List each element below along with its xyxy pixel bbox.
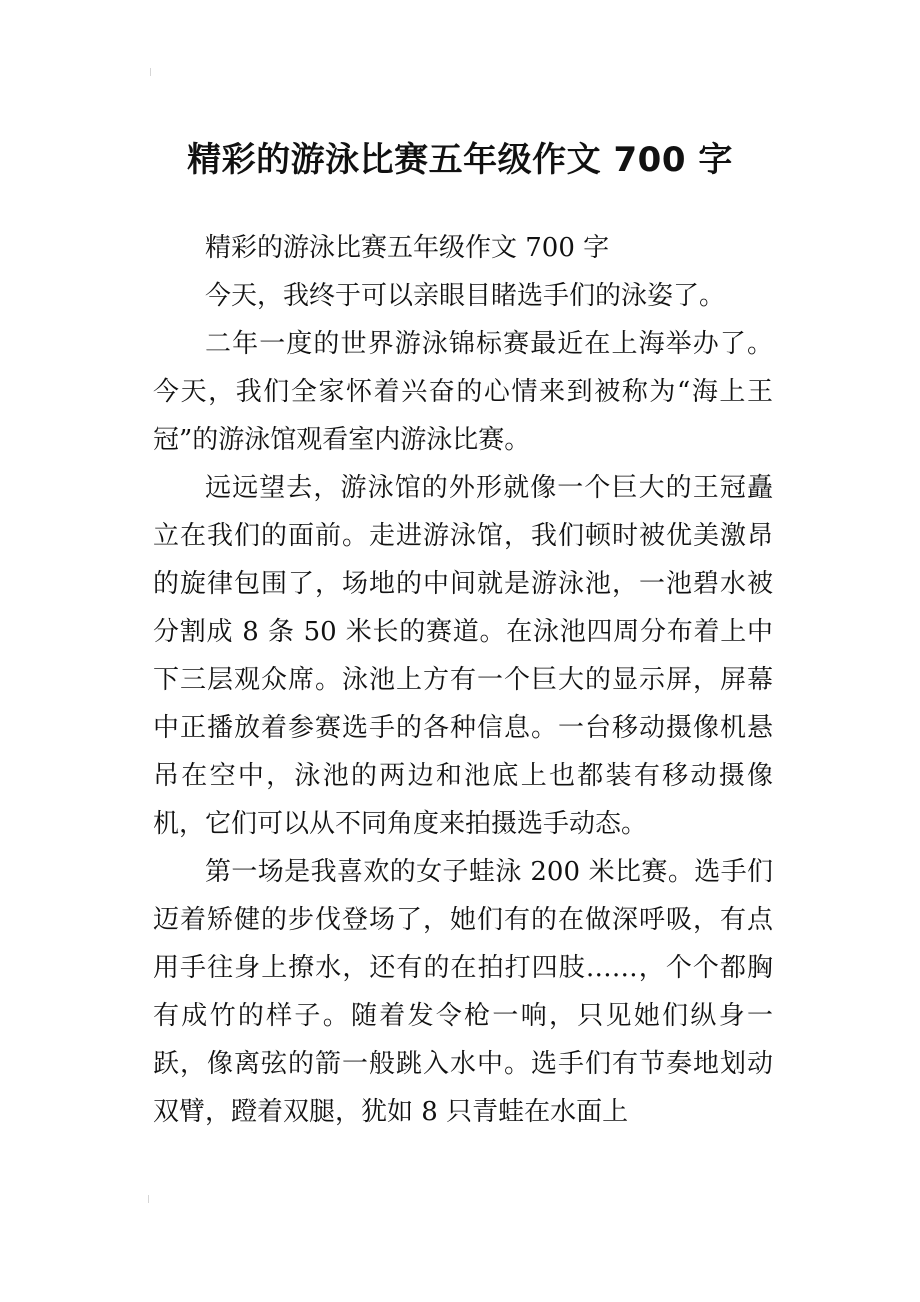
paragraph: 第一场是我喜欢的女子蛙泳 200 米比赛。选手们迈着矫健的步伐登场了，她们有的在做深呼吸，有点用手往身上撩水，还有的在拍打四肢……，个个都胸有成竹的样子。随着发令枪一响，只见她们纵身一跃，像离弦的箭一般跳入水中。选手们有节奏地划动双臂，蹬着双腿，犹如 8 只青蛙在水面上: [153, 857, 773, 1127]
page-corner-mark: [150, 68, 155, 76]
document-body: [153, 224, 773, 1136]
page-corner-mark: [148, 1195, 153, 1203]
document-title: 精彩的游泳比赛五年级作文 700 字: [187, 139, 733, 180]
paragraph: 今天，我终于可以亲眼目睹选手们的泳姿了。: [205, 281, 726, 311]
paragraph-heading: 精彩的游泳比赛五年级作文 700 字: [205, 233, 610, 263]
paragraph: 二年一度的世界游泳锦标赛最近在上海举办了。今天，我们全家怀着兴奋的心情来到被称为“海上王冠”的游泳馆观看室内游泳比赛。: [153, 329, 773, 455]
paragraph: 远远望去，游泳馆的外形就像一个巨大的王冠矗立在我们的面前。走进游泳馆，我们顿时被优美激昂的旋律包围了，场地的中间就是游泳池，一池碧水被分割成 8 条 50 米长的赛道。在泳池四周分布着上中下三层观众席。泳池上方有一个巨大的显示屏，屏幕中正播放着参赛选手的各种信息。一台移动摄像机悬吊在空中，泳池的两边和池底上也都装有移动摄像机，它们可以从不同角度来拍摄选手动态。: [153, 473, 773, 839]
